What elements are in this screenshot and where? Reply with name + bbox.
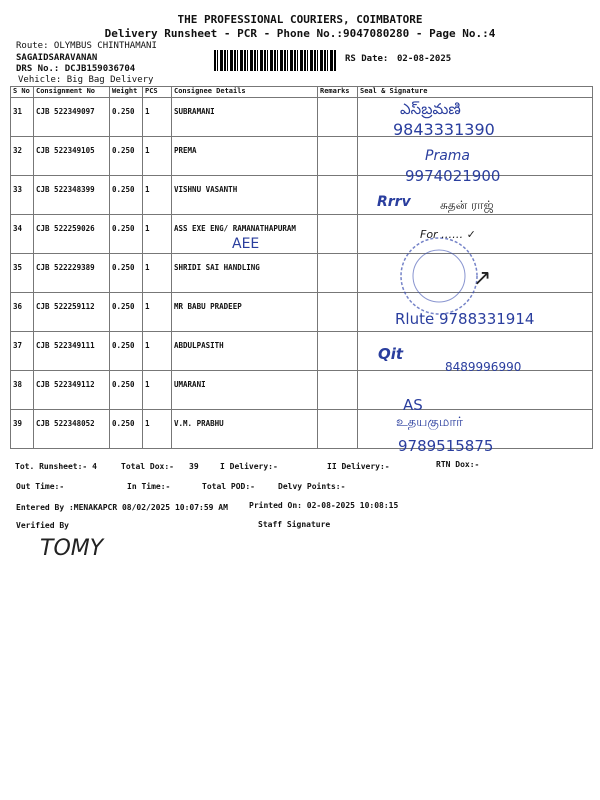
cell-sno: 32 xyxy=(11,137,34,176)
cell-consignee: ABDULPASITH xyxy=(172,332,318,371)
verifier-signature: TOMY xyxy=(40,536,104,561)
table-row xyxy=(11,371,593,410)
cell-remarks xyxy=(318,332,358,371)
cell-sno: 37 xyxy=(11,332,34,371)
handwritten-name: சுதன் ராஜ் xyxy=(440,198,494,212)
cell-sno: 34 xyxy=(11,215,34,254)
runsheet-table xyxy=(10,86,593,449)
cell-signature xyxy=(358,371,593,410)
staff-signature-label: Staff Signature xyxy=(258,520,331,529)
ii-delivery-label: II Delivery:- xyxy=(327,462,390,471)
handwritten-signature: ↗ xyxy=(473,266,492,291)
drs-number: DRS No.: DCJB159036704 xyxy=(16,64,136,74)
cell-consignee: SUBRAMANI xyxy=(172,98,318,137)
cell-pcs: 1 xyxy=(143,371,172,410)
delvy-points-label: Delvy Points:- xyxy=(278,482,346,491)
cell-remarks xyxy=(318,176,358,215)
handwritten-phone: 9974021900 xyxy=(405,167,501,185)
cell-weight: 0.250 xyxy=(110,371,143,410)
col-consignee: Consignee Details xyxy=(172,87,318,98)
cell-sno: 33 xyxy=(11,176,34,215)
table-row xyxy=(11,215,593,254)
handwritten-signature: ఎస్‌బ్రమణి xyxy=(400,100,461,118)
handwritten-signature-phone: Rlute 9788331914 xyxy=(395,310,535,328)
handwritten-name: Prama xyxy=(425,148,470,164)
cell-consignee: ASS EXE ENG/ RAMANATHAPURAM xyxy=(172,215,318,254)
handwritten-phone: 8489996990 xyxy=(445,360,522,374)
table-row xyxy=(11,98,593,137)
entered-by: Entered By :MENAKAPCR 08/02/2025 10:07:59 AM xyxy=(16,503,228,512)
cell-pcs: 1 xyxy=(143,98,172,137)
cell-weight: 0.250 xyxy=(110,293,143,332)
document-title: THE PROFESSIONAL COURIERS, COIMBATORE xyxy=(177,13,423,26)
cell-pcs: 1 xyxy=(143,293,172,332)
table-row xyxy=(11,176,593,215)
col-pcs: PCS xyxy=(143,87,172,98)
total-dox-value: 39 xyxy=(189,462,199,471)
cell-remarks xyxy=(318,410,358,449)
cell-weight: 0.250 xyxy=(110,137,143,176)
out-time-label: Out Time:- xyxy=(16,482,65,491)
cell-remarks xyxy=(318,293,358,332)
handwritten-phone: 9843331390 xyxy=(393,120,495,139)
rs-date-value: 02-08-2025 xyxy=(397,54,452,64)
tot-runsheet: Tot. Runsheet:- 4 xyxy=(15,462,97,471)
cell-consignment: CJB 522349105 xyxy=(34,137,110,176)
cell-consignee: SHRIDI SAI HANDLING xyxy=(172,254,318,293)
handwritten-initials: AEE xyxy=(232,236,260,252)
printed-on: Printed On: 02-08-2025 10:08:15 xyxy=(249,501,399,510)
cell-consignment: CJB 522349097 xyxy=(34,98,110,137)
col-remarks: Remarks xyxy=(318,87,358,98)
cell-pcs: 1 xyxy=(143,137,172,176)
cell-sno: 39 xyxy=(11,410,34,449)
cell-consignee: V.M. PRABHU xyxy=(172,410,318,449)
barcode-image xyxy=(214,50,336,71)
handwritten-phone: 9789515875 xyxy=(398,437,494,455)
vehicle-label: Vehicle: Big Bag Delivery xyxy=(18,75,154,85)
cell-pcs: 1 xyxy=(143,332,172,371)
table-row xyxy=(11,410,593,449)
cell-weight: 0.250 xyxy=(110,215,143,254)
cell-pcs: 1 xyxy=(143,410,172,449)
cell-consignment: CJB 522229389 xyxy=(34,254,110,293)
route-label: Route: OLYMBUS CHINTHAMANI xyxy=(16,41,157,51)
stamp-signature: For …… ✓ xyxy=(420,228,476,241)
handwritten-initials: AS xyxy=(403,396,423,414)
cell-consignment: CJB 522348052 xyxy=(34,410,110,449)
cell-consignment: CJB 522348399 xyxy=(34,176,110,215)
cell-remarks xyxy=(318,98,358,137)
table-row xyxy=(11,254,593,293)
cell-sno: 38 xyxy=(11,371,34,410)
rs-date-label: RS Date: xyxy=(345,54,389,64)
in-time-label: In Time:- xyxy=(127,482,171,491)
cell-consignment: CJB 522259026 xyxy=(34,215,110,254)
handwritten-signature: உதயகுமார் xyxy=(396,415,463,430)
i-delivery-label: I Delivery:- xyxy=(220,462,278,471)
office-seal-stamp xyxy=(398,235,480,317)
cell-weight: 0.250 xyxy=(110,98,143,137)
cell-remarks xyxy=(318,254,358,293)
cell-sno: 36 xyxy=(11,293,34,332)
cell-remarks xyxy=(318,137,358,176)
handwritten-signature: Rrrv xyxy=(377,194,411,210)
col-signature: Seal & Signature xyxy=(358,87,593,98)
total-dox-label: Total Dox:- xyxy=(121,462,174,471)
cell-weight: 0.250 xyxy=(110,254,143,293)
cell-consignee: MR BABU PRADEEP xyxy=(172,293,318,332)
rtn-dox-label: RTN Dox:- xyxy=(436,460,480,469)
total-pod-label: Total POD:- xyxy=(202,482,255,491)
cell-consignee: UMARANI xyxy=(172,371,318,410)
cell-sno: 31 xyxy=(11,98,34,137)
cell-pcs: 1 xyxy=(143,254,172,293)
handwritten-signature: Qit xyxy=(378,345,404,363)
cell-consignment: CJB 522349111 xyxy=(34,332,110,371)
col-weight: Weight xyxy=(110,87,143,98)
cell-remarks xyxy=(318,371,358,410)
cell-pcs: 1 xyxy=(143,176,172,215)
cell-consignee: PREMA xyxy=(172,137,318,176)
cell-consignment: CJB 522349112 xyxy=(34,371,110,410)
cell-weight: 0.250 xyxy=(110,332,143,371)
col-consignment: Consignment No xyxy=(34,87,110,98)
cell-consignment: CJB 522259112 xyxy=(34,293,110,332)
verified-by-label: Verified By xyxy=(16,521,69,530)
staff-name: SAGAIDSARAVANAN xyxy=(16,53,98,63)
document-subtitle: Delivery Runsheet - PCR - Phone No.:9047080280 - Page No.:4 xyxy=(104,27,496,40)
cell-consignee: VISHNU VASANTH xyxy=(172,176,318,215)
cell-pcs: 1 xyxy=(143,215,172,254)
table-row xyxy=(11,137,593,176)
cell-sno: 35 xyxy=(11,254,34,293)
cell-weight: 0.250 xyxy=(110,176,143,215)
table-header-row xyxy=(11,87,593,98)
col-sno: S No xyxy=(11,87,34,98)
cell-remarks xyxy=(318,215,358,254)
cell-weight: 0.250 xyxy=(110,410,143,449)
